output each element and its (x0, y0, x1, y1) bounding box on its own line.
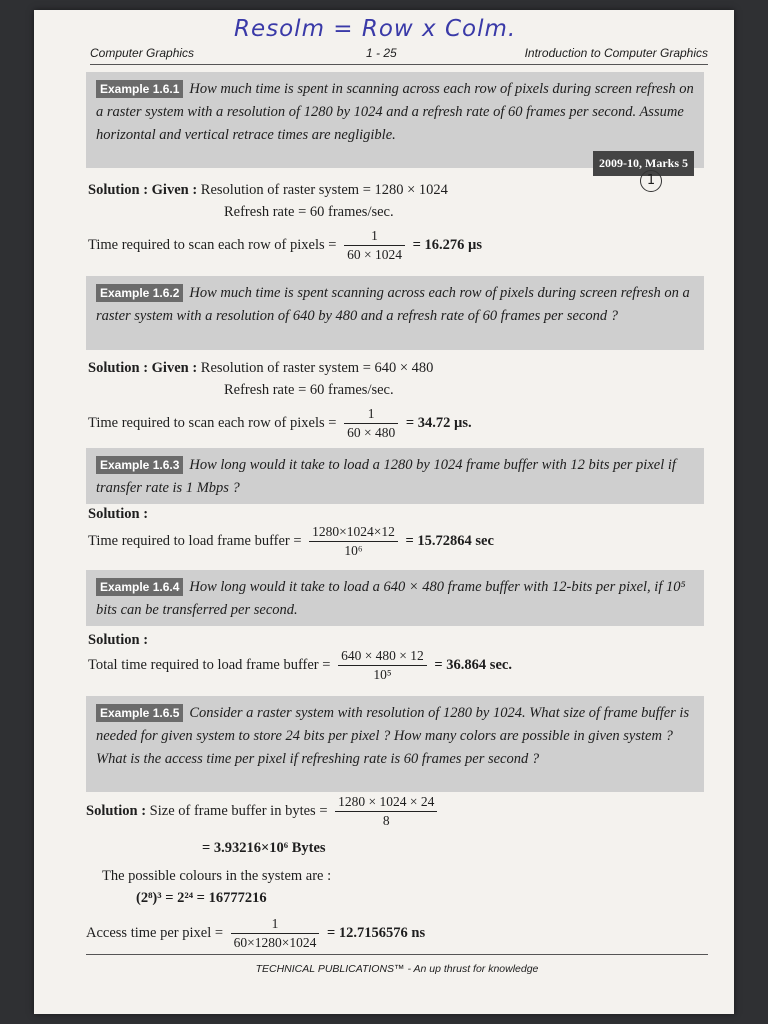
running-head-right: Introduction to Computer Graphics (524, 46, 708, 60)
fraction (231, 916, 320, 951)
equation-label: Time required to scan each row of pixels = (88, 414, 337, 431)
given-refresh-rate: Refresh rate = 60 frames/sec. (224, 382, 394, 398)
equation-label: Total time required to load frame buffer = (88, 656, 331, 673)
handwritten-note: Resolm = Row x Colm. (234, 16, 517, 42)
result: = 36.864 sec. (434, 656, 512, 673)
numerator: 1 (344, 228, 405, 246)
example-1-6-1 (86, 72, 704, 168)
fraction (344, 406, 398, 441)
result: = 15.72864 sec (405, 532, 494, 549)
example-text: How long would it take to load a 640 × 480 frame buffer with 12-bits per pixel, if 10⁵ bits can be transferred per second. (96, 579, 686, 618)
solution-1-equation (88, 228, 482, 263)
denominator: 60×1280×1024 (233, 935, 317, 950)
example-text: How much time is spent scanning across each row of pixels during screen refresh on a raster system with a resolution of 640 by 480 and a refresh rate of 60 frames per second ? (96, 285, 690, 324)
solution-heading: Solution : Given : (88, 182, 198, 198)
textbook-page (34, 10, 734, 1014)
denominator: 10⁵ (373, 667, 392, 682)
page-footer: TECHNICAL PUBLICATIONS™ - An up thrust for knowledge (86, 954, 708, 975)
given-resolution: Resolution of raster system = 1280 × 1024 (200, 182, 448, 198)
frame-buffer-bytes-result: = 3.93216×10⁶ Bytes (202, 840, 326, 856)
equation-label: Time required to load frame buffer = (88, 532, 302, 549)
given-resolution: Resolution of raster system = 640 × 480 (200, 360, 434, 376)
solution-3-equation (88, 524, 494, 559)
example-1-6-5 (86, 696, 704, 792)
fraction (335, 794, 437, 829)
example-text: Consider a raster system with resolution of 1280 by 1024. What size of frame buffer is needed for given system to store 24 bits per pixel ? How many colors are possible in given system ? What is the access time per pixel if refreshing rate is 60 frames per second ? (96, 705, 690, 767)
result: = 16.276 µs (412, 236, 482, 253)
solution-heading: Solution : (86, 802, 147, 819)
example-text: How much time is spent in scanning across each row of pixels during screen refresh on a raster system with a resolution of 1280 by 1024 and a refresh rate of 60 frames per second. Assume horizontal and vertical retrace times are negligible. (96, 81, 694, 143)
running-head (90, 42, 708, 65)
denominator: 60 × 1024 (347, 247, 402, 262)
possible-colours-equation: (2⁸)³ = 2²⁴ = 16777216 (136, 890, 267, 906)
example-text: How long would it take to load a 1280 by 1024 frame buffer with 12 bits per pixel if transfer rate is 1 Mbps ? (96, 457, 676, 496)
result: = 34.72 µs. (405, 414, 472, 431)
solution-heading: Solution : (88, 506, 149, 522)
numerator: 1 (231, 916, 320, 934)
equation-label: Size of frame buffer in bytes = (149, 802, 328, 819)
denominator: 60 × 480 (347, 425, 396, 440)
example-label: Example 1.6.3 (96, 456, 183, 474)
page-number: 1 - 25 (366, 46, 397, 60)
numerator: 1 (344, 406, 398, 424)
example-1-6-3 (86, 448, 704, 504)
access-time-equation (86, 916, 425, 951)
numerator: 1280 × 1024 × 24 (335, 794, 437, 812)
example-label: Example 1.6.2 (96, 284, 183, 302)
solution-5-equation (86, 794, 441, 829)
example-1-6-2 (86, 276, 704, 350)
solution-heading: Solution : (88, 632, 149, 648)
fraction (309, 524, 398, 559)
result: = 12.7156576 ns (327, 924, 426, 941)
denominator: 8 (382, 813, 390, 828)
example-label: Example 1.6.4 (96, 578, 183, 596)
example-1-6-4 (86, 570, 704, 626)
solution-heading: Solution : Given : (88, 360, 198, 376)
possible-colours-label: The possible colours in the system are : (102, 868, 332, 884)
numerator: 1280×1024×12 (309, 524, 398, 542)
solution-1-given (88, 182, 448, 199)
solution-4-equation (88, 648, 512, 683)
numerator: 640 × 480 × 12 (338, 648, 427, 666)
given-refresh-rate: Refresh rate = 60 frames/sec. (224, 204, 394, 220)
equation-label: Time required to scan each row of pixels = (88, 236, 337, 253)
example-label: Example 1.6.1 (96, 80, 183, 98)
equation-label: Access time per pixel = (86, 924, 224, 941)
running-head-left: Computer Graphics (90, 46, 195, 60)
denominator: 10⁶ (344, 543, 363, 558)
example-label: Example 1.6.5 (96, 704, 183, 722)
solution-2-given (88, 360, 433, 377)
fraction (344, 228, 405, 263)
year-badge: 2009-10, Marks 5 (593, 151, 694, 176)
fraction (338, 648, 427, 683)
solution-2-equation (88, 406, 472, 441)
circled-number: 1 (640, 170, 662, 192)
